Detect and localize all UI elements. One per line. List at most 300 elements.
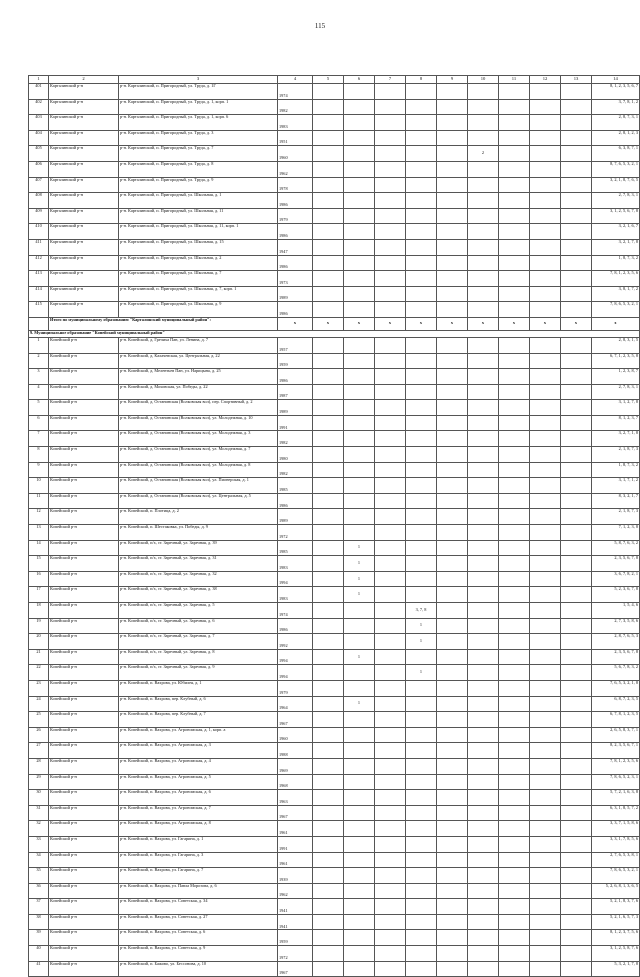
value-cell	[468, 286, 499, 302]
settlement-cell: Копейский р-н	[49, 712, 119, 728]
works-cell: 2, 7, 8, 3, 1	[592, 384, 640, 400]
value-cell	[499, 696, 530, 712]
works-cell: 1, 8, 7, 3, 2	[592, 255, 640, 271]
value-cell	[375, 805, 406, 821]
value-cell	[375, 634, 406, 650]
value-cell	[437, 961, 468, 977]
value-cell	[344, 821, 375, 837]
value-cell	[561, 618, 592, 634]
address-cell: р-н. Копейский, п. Плотица, д. 2	[119, 509, 278, 525]
table-row	[29, 821, 640, 837]
value-cell	[375, 618, 406, 634]
value-cell	[437, 525, 468, 541]
year-cell: 1959	[278, 353, 313, 369]
value-cell	[468, 224, 499, 240]
value-cell	[406, 946, 437, 962]
year-cell: 1986	[278, 224, 313, 240]
settlement-cell: Копейский р-н	[49, 805, 119, 821]
value-cell	[406, 161, 437, 177]
value-cell	[344, 224, 375, 240]
table-row	[29, 899, 640, 915]
value-cell	[468, 193, 499, 209]
value-cell	[406, 587, 437, 603]
year-cell: 1980	[278, 447, 313, 463]
value-cell	[468, 400, 499, 416]
value-cell	[561, 571, 592, 587]
value-cell	[530, 649, 561, 665]
header-cell: 8	[406, 76, 437, 84]
value-cell	[437, 271, 468, 287]
value-cell	[468, 431, 499, 447]
value-cell: 1	[344, 571, 375, 587]
value-cell	[344, 99, 375, 115]
value-cell	[561, 603, 592, 619]
value-cell	[437, 852, 468, 868]
value-cell	[313, 805, 344, 821]
value-cell	[530, 805, 561, 821]
value-cell	[499, 415, 530, 431]
year-cell: 1947	[278, 239, 313, 255]
value-cell	[499, 286, 530, 302]
header-cell: 14	[592, 76, 640, 84]
value-cell	[437, 302, 468, 318]
value-cell	[375, 743, 406, 759]
value-cell	[468, 208, 499, 224]
value-cell	[530, 286, 561, 302]
value-cell	[375, 146, 406, 162]
works-cell: 3, 2, 1, 6, 7	[592, 224, 640, 240]
row-number: 5	[29, 400, 49, 416]
settlement-cell: Карталинский р-н	[49, 130, 119, 146]
value-cell	[561, 239, 592, 255]
value-cell	[561, 146, 592, 162]
value-cell	[375, 868, 406, 884]
value-cell	[375, 852, 406, 868]
value-cell	[406, 271, 437, 287]
table-row	[29, 271, 640, 287]
value-cell	[499, 805, 530, 821]
table-row	[29, 353, 640, 369]
year-cell: 1986	[278, 255, 313, 271]
value-cell	[406, 224, 437, 240]
value-cell	[499, 727, 530, 743]
value-cell	[499, 899, 530, 915]
year-cell: 1979	[278, 680, 313, 696]
table-row	[29, 431, 640, 447]
value-cell	[530, 930, 561, 946]
address-cell: р-н. Карталинский, п. Пригородный, ул. Труда, д. 3	[119, 130, 278, 146]
table-row	[29, 805, 640, 821]
total-cell: x	[344, 317, 375, 330]
row-number: 27	[29, 743, 49, 759]
value-cell	[313, 115, 344, 131]
settlement-cell: Копейский р-н	[49, 727, 119, 743]
value-cell	[375, 696, 406, 712]
works-cell: 7, 1, 2, 3, 8	[592, 525, 640, 541]
value-cell	[313, 790, 344, 806]
year-cell: 1961	[278, 852, 313, 868]
value-cell	[437, 743, 468, 759]
table-row	[29, 680, 640, 696]
value-cell	[499, 946, 530, 962]
settlement-cell: Копейский р-н	[49, 696, 119, 712]
value-cell	[530, 696, 561, 712]
value-cell	[468, 868, 499, 884]
row-number: 414	[29, 286, 49, 302]
value-cell	[530, 758, 561, 774]
value-cell	[406, 899, 437, 915]
works-cell: 5, 7, 2, 1, 6, 3, 8	[592, 790, 640, 806]
value-cell	[375, 208, 406, 224]
settlement-cell: Копейский р-н	[49, 447, 119, 463]
row-number: 3	[29, 369, 49, 385]
row-number: 413	[29, 271, 49, 287]
value-cell	[406, 836, 437, 852]
value-cell	[437, 556, 468, 572]
total-cell: x	[530, 317, 561, 330]
value-cell	[530, 478, 561, 494]
value-cell	[530, 665, 561, 681]
value-cell	[344, 946, 375, 962]
settlement-cell: Копейский р-н	[49, 462, 119, 478]
value-cell	[375, 193, 406, 209]
works-cell: 3, 1, 7, 1, 2	[592, 478, 640, 494]
address-cell: р-н. Карталинский, п. Пригородный, ул. Труда, д. 7	[119, 146, 278, 162]
value-cell	[375, 239, 406, 255]
value-cell	[561, 868, 592, 884]
row-number: 14	[29, 540, 49, 556]
value-cell	[468, 774, 499, 790]
works-cell: 7, 8, 6, 5, 3, 2, 1	[592, 302, 640, 318]
value-cell	[499, 914, 530, 930]
value-cell	[561, 712, 592, 728]
year-cell: 1941	[278, 899, 313, 915]
year-cell: 1939	[278, 868, 313, 884]
value-cell	[344, 634, 375, 650]
value-cell	[313, 255, 344, 271]
works-cell: 2, 1, 8, 7, 3	[592, 509, 640, 525]
address-cell: р-н. Копейский, п. Вахрова, ул. Гагарина, д. 1	[119, 836, 278, 852]
value-cell: 1	[344, 540, 375, 556]
value-cell	[499, 758, 530, 774]
address-cell: р-н. Копейский, п. Вахрова, ул. Агрономская, д. 8	[119, 821, 278, 837]
value-cell	[499, 852, 530, 868]
value-cell	[406, 649, 437, 665]
table-row	[29, 161, 640, 177]
value-cell	[344, 415, 375, 431]
value-cell	[530, 447, 561, 463]
value-cell	[468, 821, 499, 837]
value-cell	[406, 302, 437, 318]
address-cell: р-н. Копейский, п/х, ст. Заречный, ул. Заречная, д. 39	[119, 540, 278, 556]
value-cell	[313, 415, 344, 431]
header-cell: 11	[499, 76, 530, 84]
settlement-cell: Копейский р-н	[49, 384, 119, 400]
address-cell: р-н. Копейский, д. Моховская, ул. Победы, д. 22	[119, 384, 278, 400]
value-cell	[499, 883, 530, 899]
value-cell	[437, 99, 468, 115]
settlement-cell: Карталинский р-н	[49, 99, 119, 115]
table-row	[29, 774, 640, 790]
row-number: 19	[29, 618, 49, 634]
works-cell: 2, 8, 3, 1, 5	[592, 337, 640, 353]
value-cell	[437, 353, 468, 369]
row-number: 37	[29, 899, 49, 915]
value-cell	[561, 758, 592, 774]
table-row	[29, 868, 640, 884]
row-number: 40	[29, 946, 49, 962]
value-cell	[468, 239, 499, 255]
address-cell: р-н. Копейский, п. Вахрова, ул. Агрономская, д. 5	[119, 774, 278, 790]
settlement-cell: Копейский р-н	[49, 556, 119, 572]
value-cell	[530, 400, 561, 416]
table-row	[29, 556, 640, 572]
row-number: 21	[29, 649, 49, 665]
value-cell	[406, 509, 437, 525]
works-cell: 5, 2, 1, 8, 3, 7, 6	[592, 899, 640, 915]
value-cell	[499, 353, 530, 369]
address-cell: р-н. Карталинский, п. Пригородный, ул. Школьная, д. 11, корп. 1	[119, 224, 278, 240]
value-cell	[375, 883, 406, 899]
value-cell	[375, 540, 406, 556]
row-number: 405	[29, 146, 49, 162]
year-cell: 1941	[278, 914, 313, 930]
value-cell	[406, 790, 437, 806]
value-cell	[468, 415, 499, 431]
value-cell	[406, 571, 437, 587]
value-cell	[561, 447, 592, 463]
year-cell: 1969	[278, 758, 313, 774]
value-cell	[499, 224, 530, 240]
year-cell: 1961	[278, 821, 313, 837]
value-cell	[437, 177, 468, 193]
value-cell	[499, 712, 530, 728]
year-cell: 1994	[278, 571, 313, 587]
value-cell	[468, 161, 499, 177]
settlement-cell: Карталинский р-н	[49, 115, 119, 131]
value-cell	[406, 462, 437, 478]
row-number: 404	[29, 130, 49, 146]
value-cell: 1	[406, 618, 437, 634]
table-row	[29, 384, 640, 400]
value-cell	[313, 914, 344, 930]
value-cell	[344, 400, 375, 416]
value-cell	[344, 431, 375, 447]
row-number: 403	[29, 115, 49, 131]
works-cell: 8, 1, 2, 3, 5, 6, 7	[592, 84, 640, 100]
value-cell	[561, 255, 592, 271]
value-cell	[530, 821, 561, 837]
address-cell: р-н. Копейский, д. Останинская (Волковская вол), ул. Центральная, д. 5	[119, 493, 278, 509]
value-cell	[530, 302, 561, 318]
value-cell	[468, 618, 499, 634]
section-title: 9. Муниципальное образование "Копейский муниципальный район"	[29, 330, 640, 337]
year-cell: 1972	[278, 525, 313, 541]
value-cell	[375, 353, 406, 369]
value-cell	[499, 836, 530, 852]
value-cell	[437, 805, 468, 821]
value-cell	[561, 727, 592, 743]
address-cell: р-н. Копейский, п. Вахрова, ул. Советская, д. 27	[119, 914, 278, 930]
value-cell	[499, 478, 530, 494]
value-cell	[437, 224, 468, 240]
works-cell: 2, 8, 7, 6, 5, 3	[592, 634, 640, 650]
works-cell: 3, 7, 8, 1, 2	[592, 99, 640, 115]
value-cell	[344, 525, 375, 541]
value-cell	[375, 400, 406, 416]
value-cell	[344, 758, 375, 774]
value-cell	[344, 868, 375, 884]
value-cell	[406, 255, 437, 271]
value-cell	[375, 727, 406, 743]
settlement-cell: Копейский р-н	[49, 852, 119, 868]
year-cell: 1967	[278, 712, 313, 728]
value-cell	[437, 369, 468, 385]
value-cell	[313, 556, 344, 572]
value-cell: 3, 7, 8	[406, 603, 437, 619]
address-cell: р-н. Копейский, п. Вахрова, ул. Гагарина, д. 3	[119, 852, 278, 868]
year-cell: 1994	[278, 649, 313, 665]
value-cell	[468, 790, 499, 806]
value-cell	[313, 447, 344, 463]
year-cell: 1962	[278, 883, 313, 899]
row-number: 41	[29, 961, 49, 977]
address-cell: р-н. Копейский, п. Вахрова, ул. Агрономская, д. 7	[119, 805, 278, 821]
table-row	[29, 961, 640, 977]
value-cell	[375, 758, 406, 774]
value-cell	[468, 478, 499, 494]
value-cell	[468, 727, 499, 743]
value-cell	[437, 665, 468, 681]
value-cell	[499, 84, 530, 100]
table-row	[29, 634, 640, 650]
value-cell	[499, 115, 530, 131]
value-cell	[530, 146, 561, 162]
works-cell: 7, 8, 1, 2, 3, 5, 6	[592, 271, 640, 287]
value-cell	[437, 239, 468, 255]
table-row	[29, 99, 640, 115]
value-cell	[468, 462, 499, 478]
value-cell	[499, 302, 530, 318]
value-cell	[437, 493, 468, 509]
value-cell	[375, 493, 406, 509]
value-cell	[344, 271, 375, 287]
value-cell	[468, 852, 499, 868]
value-cell	[375, 509, 406, 525]
value-cell	[468, 899, 499, 915]
value-cell	[313, 634, 344, 650]
value-cell	[313, 821, 344, 837]
value-cell	[499, 665, 530, 681]
value-cell	[561, 883, 592, 899]
value-cell	[313, 239, 344, 255]
value-cell	[344, 774, 375, 790]
address-cell: р-н. Карталинский, п. Пригородный, ул. Труда, д. 9	[119, 177, 278, 193]
row-number: 410	[29, 224, 49, 240]
year-cell: 1974	[278, 84, 313, 100]
year-cell: 1989	[278, 509, 313, 525]
value-cell	[561, 790, 592, 806]
value-cell	[530, 946, 561, 962]
value-cell	[499, 146, 530, 162]
works-cell: 6, 7, 1, 2, 3, 5, 8	[592, 353, 640, 369]
settlement-cell: Карталинский р-н	[49, 161, 119, 177]
settlement-cell: Копейский р-н	[49, 415, 119, 431]
value-cell: 2	[468, 146, 499, 162]
value-cell	[561, 649, 592, 665]
value-cell	[499, 369, 530, 385]
header-cell: 1	[29, 76, 49, 84]
table-row	[29, 883, 640, 899]
year-cell: 1959	[278, 930, 313, 946]
settlement-cell: Копейский р-н	[49, 914, 119, 930]
value-cell	[561, 930, 592, 946]
works-cell: 5, 2, 1, 6, 5, 7, 3	[592, 914, 640, 930]
settlement-cell: Копейский р-н	[49, 369, 119, 385]
works-cell: 7, 8, 6, 5, 2, 3, 1	[592, 774, 640, 790]
settlement-cell: Копейский р-н	[49, 649, 119, 665]
address-cell: р-н. Копейский, п. Шестаковка, ул. Победы, д. 9	[119, 525, 278, 541]
settlement-cell: Копейский р-н	[49, 961, 119, 977]
value-cell	[530, 271, 561, 287]
value-cell	[499, 493, 530, 509]
settlement-cell: Карталинский р-н	[49, 224, 119, 240]
value-cell	[468, 369, 499, 385]
settlement-cell: Копейский р-н	[49, 478, 119, 494]
value-cell	[313, 161, 344, 177]
value-cell	[375, 478, 406, 494]
value-cell	[375, 649, 406, 665]
value-cell	[313, 286, 344, 302]
value-cell	[468, 525, 499, 541]
header-cell: 6	[344, 76, 375, 84]
settlement-cell: Копейский р-н	[49, 587, 119, 603]
value-cell	[530, 177, 561, 193]
value-cell	[375, 525, 406, 541]
value-cell	[468, 665, 499, 681]
table-header-row	[29, 76, 640, 84]
value-cell	[530, 883, 561, 899]
works-cell: 8, 1, 2, 3, 7	[592, 415, 640, 431]
value-cell	[375, 914, 406, 930]
row-number: 18	[29, 603, 49, 619]
value-cell	[437, 727, 468, 743]
value-cell	[468, 99, 499, 115]
value-cell	[561, 337, 592, 353]
value-cell	[437, 509, 468, 525]
value-cell	[313, 302, 344, 318]
table-row	[29, 130, 640, 146]
settlement-cell: Копейский р-н	[49, 571, 119, 587]
value-cell	[344, 883, 375, 899]
value-cell	[313, 696, 344, 712]
table-row	[29, 286, 640, 302]
table-row	[29, 696, 640, 712]
value-cell	[406, 852, 437, 868]
address-cell: р-н. Копейский, п. Вахрова, пер. Клубный, д. 6	[119, 696, 278, 712]
address-cell: р-н. Карталинский, п. Пригородный, ул. Школьная, д. 2	[119, 255, 278, 271]
value-cell	[437, 115, 468, 131]
settlement-cell: Карталинский р-н	[49, 146, 119, 162]
value-cell	[344, 369, 375, 385]
year-cell: 1972	[278, 946, 313, 962]
value-cell	[437, 712, 468, 728]
value-cell	[406, 130, 437, 146]
table-row	[29, 224, 640, 240]
settlement-cell: Копейский р-н	[49, 899, 119, 915]
row-number: 1	[29, 337, 49, 353]
settlement-cell: Копейский р-н	[49, 353, 119, 369]
